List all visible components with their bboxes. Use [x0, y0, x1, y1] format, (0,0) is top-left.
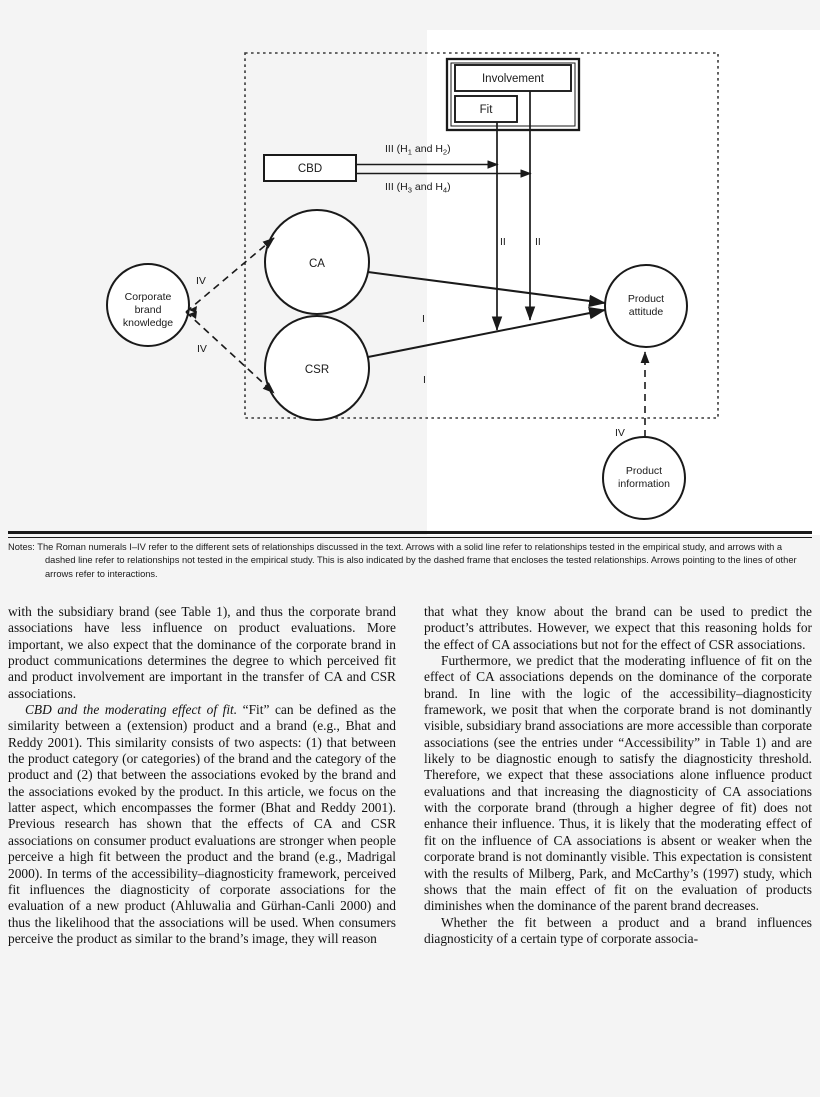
edge-label-i-ca: I [422, 313, 425, 325]
node-corporate-brand-knowledge[interactable] [107, 264, 189, 346]
right-column [424, 604, 812, 1084]
cbd-label: CBD [297, 163, 323, 175]
edge-label-i-csr: I [423, 374, 426, 386]
figure-notes [8, 541, 812, 581]
edge-label-iv-csr: IV [197, 343, 207, 355]
fit-box[interactable] [455, 96, 517, 122]
corporate-brand-knowledge-line2: brand [134, 304, 162, 316]
iii-h3h4-mid: and H [411, 181, 443, 193]
figure-rule-thin [8, 537, 812, 538]
paragraph-left-1: with the subsidiary brand (see Table 1), and thus the corporate brand associations have less influence on product evaluations. More important, we also expect that the dominance of the corporate brand in product communications determines the degree to which perceived fit and product involvement are important in the transfer of CA and CSR associations. [8, 604, 396, 701]
paragraph-right-3: Whether the fit between a product and a brand influences diagnosticity of a certain type of corporate associa- [424, 914, 812, 946]
corporate-brand-knowledge-line1: Corporate [124, 291, 172, 303]
iii-h1h2-sub2: 2 [442, 147, 448, 157]
ca-label: CA [309, 258, 325, 270]
edge-label-iv-product-information: IV [615, 427, 625, 439]
product-attitude-line2: attitude [628, 306, 664, 318]
iii-h3h4-sub1: 3 [407, 185, 412, 195]
edge-ca-product-attitude-i [368, 272, 605, 303]
conceptual-framework-figure [0, 0, 820, 535]
edge-label-ii-involvement: II [535, 236, 541, 248]
svg-text:III (H3 and H4) [385, 181, 451, 195]
csr-label: CSR [304, 364, 330, 376]
paragraph-left-2-text: “Fit” can be defined as the similarity between a (extension) product and a brand (e.g., Bhat and Reddy 2001). This similarity consists of two aspects: (1) that between the product category (or categories) of the brand and the category of the product and (2) that between the associations evoked by the brand and the associations evoked by the product. In this article, we focus on the latter aspect, which encompasses the former (Bhat and Reddy 2001). Previous research has shown that the effects of CA and CSR associations on consumer product evaluations are stronger when people perceive a high fit between the product and the brand (e.g., Madrigal 2000). In terms of the accessibility–diagnosticity framework, perceived fit influences the diagnosticity of corporate associations for the evaluation of a new product (Ahluwalia and Gürhan-Canli 2000) and thus the likelihood that the associations will be used. When consumers perceive the product as similar to the brand’s image, they will reason [8, 702, 396, 946]
fit-label: Fit [479, 104, 493, 116]
product-information-line1: Product [625, 465, 663, 477]
iii-h1h2-prefix: III (H [385, 143, 408, 155]
edge-label-iii-h1h2 [385, 143, 451, 157]
body-columns [8, 604, 812, 1084]
notes-label: Notes: [8, 542, 35, 552]
iii-h1h2-suffix: ) [447, 143, 451, 155]
iii-h3h4-sub2: 4 [442, 185, 448, 195]
edge-csr-product-attitude-i [368, 310, 605, 357]
paragraph-right-1: that what they know about the brand can be used to predict the product’s attributes. However, we expect that this reasoning holds for the effect of CA associations but not for the effect of CSR associations. [424, 604, 812, 652]
paragraph-left-2 [8, 702, 396, 947]
iii-h3h4-prefix: III (H [385, 181, 408, 193]
corporate-brand-knowledge-line3: knowledge [122, 317, 174, 329]
involvement-label: Involvement [481, 73, 545, 85]
product-attitude-line1: Product [627, 293, 665, 305]
iii-h3h4-suffix: ) [447, 181, 451, 193]
node-ca[interactable] [265, 210, 369, 314]
left-column [8, 604, 396, 1084]
involvement-box[interactable] [455, 65, 571, 91]
edge-label-iv-ca: IV [196, 275, 206, 287]
iii-h1h2-sub1: 1 [407, 147, 412, 157]
paragraph-right-2: Furthermore, we predict that the moderating influence of fit on the effect of CA associations depends on the dominance of the corporate brand. In line with the logic of the accessibility–diagnosticity framework, we posit that when the corporate brand is not dominantly visible, subsidiary brand associations are more accessible than corporate associations (see the entries under “Accessibility” in Table 1) and are likely to be diagnostic enough to satisfy the diagnosticity threshold. Therefore, we expect that these associations alone influence product evaluations and that increasing the diagnosticity of CA associations with the corporate brand (through a higher degree of fit) does not enhance their influence. Thus, it is likely that the moderating effect of fit on the influence of CA associations is absent or weaker when the corporate brand is not dominantly visible. This expectation is consistent with the results of Milberg, Park, and McCarthy’s (1997) study, which shows that the main effect of fit on the evaluation of products diminishes when the dominance of the parent brand decreases. [424, 653, 812, 914]
node-product-attitude[interactable] [605, 265, 687, 347]
product-information-line2: information [618, 478, 670, 490]
paragraph-left-2-italic-lead: CBD and the moderating effect of fit. [25, 702, 238, 718]
cbd-box[interactable] [264, 155, 356, 181]
edge-label-iii-h3h4 [385, 181, 451, 195]
svg-text:III (H1 and H2) [385, 143, 451, 157]
edge-label-ii-fit: II [500, 236, 506, 248]
notes-body: The Roman numerals I–IV refer to the different sets of relationships discussed in the text. Arrows with a solid line refer to relationships tested in the empirical study, and arrows with a dashed line refer to relationships not tested in the empirical study. This is also indicated by the dashed frame that encloses the tested relationships. Arrows pointing to the lines of other arrows refer to interactions. [37, 542, 797, 579]
figure-rule-thick [8, 531, 812, 534]
node-product-information[interactable] [603, 437, 685, 519]
iii-h1h2-mid: and H [411, 143, 443, 155]
node-csr[interactable] [265, 316, 369, 420]
